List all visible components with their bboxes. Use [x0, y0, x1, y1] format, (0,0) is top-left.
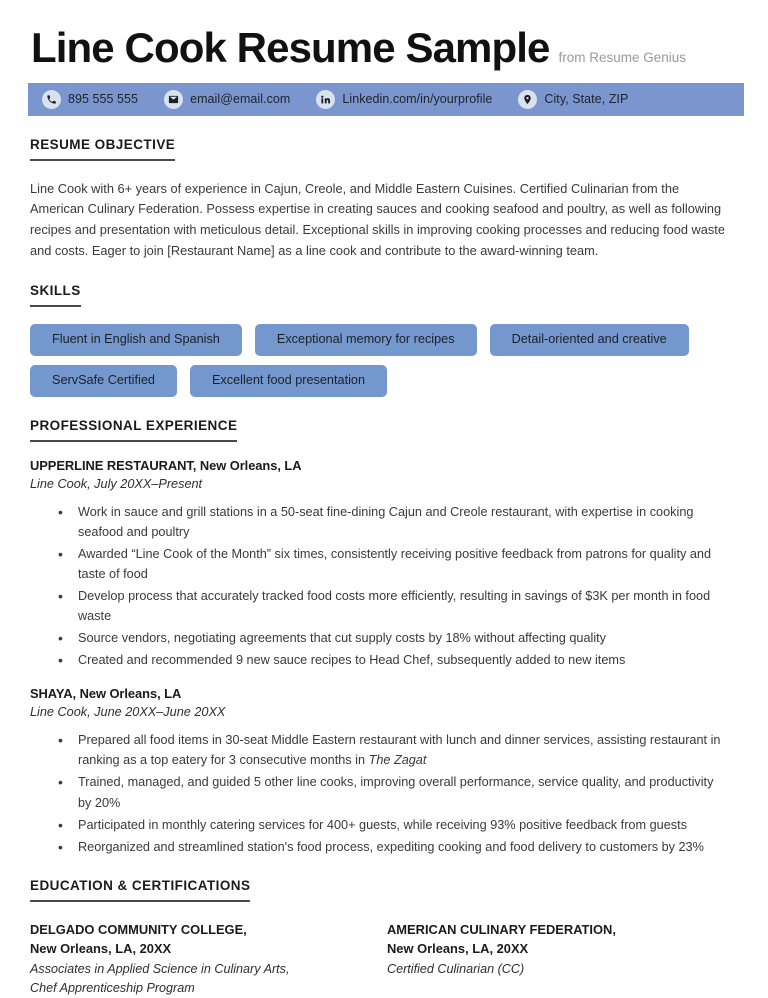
resume-header: [28, 26, 744, 71]
experience-entry: [30, 686, 744, 856]
experience-bullet: [78, 730, 744, 770]
section-skills: [28, 282, 744, 397]
education-school: [30, 920, 363, 959]
education-school-line: AMERICAN CULINARY FEDERATION,: [387, 921, 616, 937]
experience-bullet-text: Prepared all food items in 30-seat Middle Eastern restaurant with lunch and dinner services, assisting restaurant in ranking as a top eatery for 3 consecutive months in: [78, 733, 721, 768]
education-school-line: DELGADO COMMUNITY COLLEGE,: [30, 921, 247, 937]
experience-bullet: • Source vendors, negotiating agreements that cut supply costs by 18% without affecting quality: [78, 628, 744, 648]
skill-pill: Exceptional memory for recipes: [255, 324, 477, 356]
section-heading-skills: SKILLS: [30, 283, 81, 307]
contact-linkedin-text: Linkedin.com/in/yourprofile: [342, 92, 493, 107]
location-pin-icon: [518, 90, 537, 109]
contact-item-email[interactable]: [164, 90, 290, 109]
contact-item-location[interactable]: [518, 90, 628, 109]
section-education-certifications: [28, 877, 744, 998]
contact-email-text: email@email.com: [190, 92, 291, 107]
linkedin-icon: [316, 90, 335, 109]
experience-bullets: [30, 502, 744, 671]
section-resume-objective: [28, 136, 744, 262]
education-school: [387, 920, 720, 959]
experience-company: SHAYA, New Orleans, LA: [30, 686, 182, 702]
section-professional-experience: [28, 417, 744, 857]
objective-text: Line Cook with 6+ years of experience in Cajun, Creole, and Middle Eastern Cuisines. Certified Culinarian from the American Culinary Federation. Possess expertise in creating sauces and cooking seafood and poultry, as well as following recipes and presentation with meticulous detail. Exceptional skills in improving cooking processes and reducing food waste and costs. Eager to join [Restaurant Name] as a line cook and contribute to the award-winning team.: [30, 180, 725, 259]
phone-icon: [42, 90, 61, 109]
source-tagline: from Resume Genius: [558, 50, 686, 65]
experience-bullet: • Created and recommended 9 new sauce recipes to Head Chef, subsequently added to new items: [78, 650, 744, 670]
education-degree: [30, 960, 363, 998]
experience-bullets: [30, 730, 744, 856]
skill-pill: Detail-oriented and creative: [490, 324, 689, 356]
skill-pill: ServSafe Certified: [30, 365, 177, 397]
education-degree-line: Certified Culinarian (CC): [387, 962, 525, 977]
section-heading-objective: RESUME OBJECTIVE: [30, 137, 175, 161]
skill-pill: Fluent in English and Spanish: [30, 324, 242, 356]
experience-bullet: • Participated in monthly catering services for 400+ guests, while receiving 93% positive feedback from guests: [78, 815, 744, 835]
publication-name: The Zagat: [368, 753, 427, 768]
experience-role-dates: Line Cook, July 20XX–Present: [30, 476, 203, 491]
experience-role-dates: Line Cook, June 20XX–June 20XX: [30, 705, 226, 720]
section-heading-experience: PROFESSIONAL EXPERIENCE: [30, 418, 237, 442]
experience-bullet: • Work in sauce and grill stations in a 50-seat fine-dining Cajun and Creole restaurant, with expertise in cooking seafood and poultry: [78, 502, 744, 542]
education-degree: [387, 960, 720, 979]
email-icon: [164, 90, 183, 109]
education-degree-line: Associates in Applied Science in Culinary Arts,: [30, 962, 290, 977]
education-entry: [387, 920, 744, 998]
education-degree-line: Chef Apprenticeship Program: [30, 981, 195, 996]
experience-bullet: • Trained, managed, and guided 5 other line cooks, improving overall performance, service quality, and productivity by 20%: [78, 772, 744, 812]
skill-pill: Excellent food presentation: [190, 365, 387, 397]
experience-bullet: • Awarded “Line Cook of the Month” six times, consistently receiving positive feedback from patrons for quality and taste of food: [78, 544, 744, 584]
experience-bullet: • Develop process that accurately tracked food costs more efficiently, resulting in savings of $3K per month in food waste: [78, 586, 744, 626]
education-grid: [30, 920, 744, 998]
education-entry: [30, 920, 387, 998]
skills-list: [30, 324, 730, 397]
education-school-line: New Orleans, LA, 20XX: [387, 941, 529, 957]
experience-bullet: • Reorganized and streamlined station's food process, expediting cooking and food delivery to customers by 23%: [78, 837, 744, 857]
education-school-line: New Orleans, LA, 20XX: [30, 941, 172, 957]
contact-phone-text: 895 555 555: [68, 92, 139, 107]
experience-company: UPPERLINE RESTAURANT, New Orleans, LA: [30, 457, 302, 473]
contact-location-text: City, State, ZIP: [544, 92, 629, 107]
page-title: Line Cook Resume Sample: [31, 24, 550, 71]
section-heading-education: EDUCATION & CERTIFICATIONS: [30, 878, 250, 902]
contact-item-phone[interactable]: [42, 90, 138, 109]
contact-bar: [28, 83, 744, 116]
experience-entry: [30, 458, 744, 671]
contact-item-linkedin[interactable]: [316, 90, 492, 109]
